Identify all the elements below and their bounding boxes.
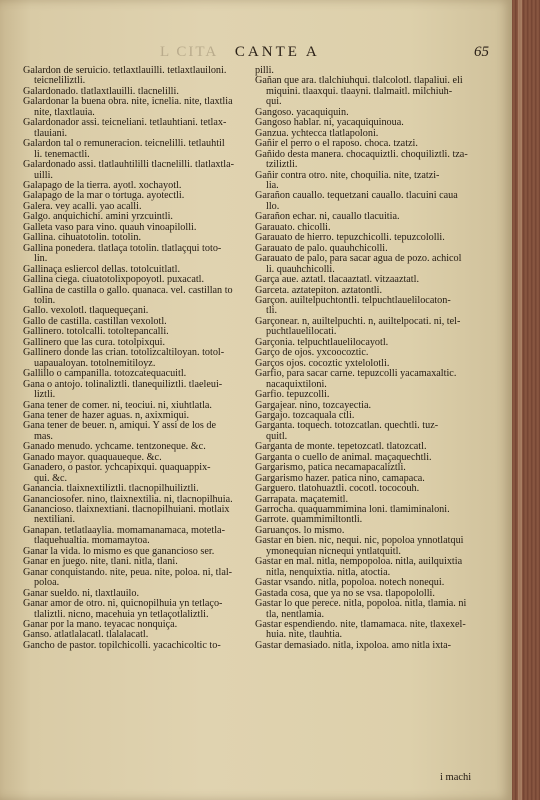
- dictionary-entry: Gastar vsando. nitla, popoloa. notech nonequi.: [255, 577, 445, 589]
- catchword: i machi: [440, 772, 472, 783]
- dictionary-entry: Garauato de palo. quauhchicolli.: [255, 242, 388, 254]
- dictionary-entry: Ganar en juego. nite, tlani. nitla, tlani.: [23, 556, 178, 568]
- dictionary-entry: Gargajo. tozcaquala ctli.: [255, 409, 355, 421]
- dictionary-entry: Galleta vaso para vino. quauh vinoapilolli.: [23, 221, 197, 233]
- dictionary-entry: Garganta de monte. tepetozcatl. tlatozcatl.: [255, 441, 427, 453]
- dictionary-entry: Gallinero que las cura. totolpixqui.: [23, 336, 166, 348]
- dictionary-entry: Galardonado. tlatlaxtlauilli. tlacnelilli.: [23, 85, 179, 97]
- dictionary-entry: Gangoso hablar. ni, yacaquiquinoua.: [255, 117, 404, 129]
- dictionary-entry: Galardonado assi. tlatlauhtililli tlacnelilli. tlatlaxtla- uilli.: [23, 159, 235, 181]
- dictionary-entry: Garceta. aztatepiton. aztatontli.: [255, 284, 382, 296]
- dictionary-entry: Galera. vey acalli. yao acalli.: [23, 200, 142, 212]
- dictionary-entry: Gallina ciega. ciuatotolixpopoyotl. puxacatl.: [23, 274, 205, 286]
- dictionary-entry: Gana tener de hazer aguas. n, axixmiqui.: [23, 409, 190, 421]
- page-number: 65: [474, 44, 489, 60]
- header-title: CANTE A: [234, 44, 320, 60]
- dictionary-entry: Garçon. auiltelpuchtontli. telpuchtlauelilocaton- tli.: [255, 294, 451, 317]
- dictionary-entry: Garuanços. lo mismo.: [255, 524, 345, 536]
- dictionary-entry: Gana tener de comer. ni, teociui. ni, xiuhtlatla.: [23, 399, 212, 411]
- dictionary-entry: Ganancia. tlaixnextiliztli. tlacnopilhuiliztli.: [23, 483, 199, 495]
- dictionary-entry: Garços ojos. cocoztic yxtelolotli.: [255, 357, 390, 369]
- dictionary-entry: Garañon cauallo. tequetzani cauallo. tlacuini caua llo.: [255, 190, 458, 212]
- dictionary-entry: Gastar lo que perece. nitla, popoloa. nitla, tlamia. ni tla, nentlamia.: [255, 598, 467, 620]
- dictionary-entry: Garganta o cuello de animal. maçaquechtli.: [255, 451, 432, 463]
- dictionary-entry: Gallo de castilla. castillan vexolotl.: [23, 315, 167, 327]
- dictionary-entry: Garauato de hierro. tepuzchicolli. tepuzcololli.: [255, 232, 445, 244]
- dictionary-entry: Gallina. cihuatotolin. totolin.: [23, 232, 141, 244]
- dictionary-entry: Gastar demasiado. nitla, ixpoloa. amo nitla ixta-: [255, 639, 452, 651]
- dictionary-entry: Ganar la vida. lo mismo es que ganancioso ser.: [23, 545, 215, 557]
- dictionary-entry: Gancho de pastor. topilchicolli. yacachicoltic to-: [23, 639, 221, 651]
- dictionary-entry: Garço de ojos. yxcoocoztic.: [255, 347, 369, 359]
- dictionary-entry: Garganta. toquech. totozcatlan. quechtli. tuz- quitl.: [255, 420, 439, 442]
- left-column: [23, 66, 248, 651]
- dictionary-entry: Gastada cosa, que ya no se vsa. tlapopololli.: [255, 587, 435, 599]
- dictionary-entry: Galapago de la mar o tortuga. ayotectli.: [23, 190, 185, 202]
- dictionary-entry: Galardonar la buena obra. nite, icnelia. nite, tlaxtlia nite, tlaxtlauia.: [23, 96, 233, 118]
- dictionary-entry: Ganar amor de otro. ni, quicnopilhuia yn tetlaço- tlaliztli. nicno, macehuia yn tetlaçotlaliztli.: [23, 598, 223, 620]
- dictionary-entry: Gastar espendiendo. nite, tlamamaca. nite, tlaxexel- huia. nite, tlauhtia.: [255, 619, 466, 641]
- dictionary-entry: Gargarismo hazer. patica nino, camapaca.: [255, 472, 425, 484]
- dictionary-entry: Garauato de palo, para sacar agua de pozo. achicol li. quauhchicolli.: [255, 253, 462, 275]
- dictionary-entry: Garguero. tlatohuaztli. cocotl. tococouh.: [255, 483, 420, 495]
- dictionary-entry: Garfio, para sacar carne. tepuzcolli yacamaxaltic. nacaquixtiloni.: [255, 368, 457, 390]
- dictionary-entry: Gañir el perro o el raposo. choca. tzatzi.: [255, 138, 418, 150]
- book-page-edge: [512, 0, 540, 800]
- dictionary-entry: Ganar por la mano. teyacac nonquiça.: [23, 619, 178, 631]
- dictionary-entry: Gastar en bien. nic, nequi. nic, popoloa ynnotlatqui ymonequian nicnequi yntlatquitl.: [255, 535, 464, 557]
- dictionary-entry: Gañan que ara. tlalchiuhqui. tlalcolotl. tlapaliui. eli miquini. tlaaxqui. tlaayni. tlalmaitl. milchiuh- qui.: [255, 75, 463, 108]
- dictionary-entry: pilli.: [255, 65, 274, 76]
- dictionary-entry: Gargarismo, patica necamapacaliztli.: [255, 462, 406, 474]
- dictionary-entry: Gañido desta manera. chocaquiztli. choquiliztli. tza- tziliztli.: [255, 148, 468, 171]
- dictionary-entry: Gallinero donde las crian. totolizcaltiloyan. totol- uapaualoyan. totolnemitiloyz.: [23, 347, 225, 369]
- dictionary-entry: Gallillo o campanilla. totozcatequacuitl.: [23, 368, 187, 380]
- dictionary-entry: Ganzua. ychtecca tlatlapoloni.: [255, 127, 379, 139]
- running-header: [160, 44, 460, 66]
- header-faint-text: L CITA: [160, 44, 219, 60]
- dictionary-entry: Galardon de seruicio. tetlaxtlauilli. tetlaxtlauiloni. teicneliliztli.: [23, 65, 227, 87]
- dictionary-entry: Ganadero, o pastor. ychcapixqui. quaquappix- qui. &c.: [23, 462, 211, 484]
- dictionary-entry: Garrote. quammimiltontli.: [255, 514, 363, 526]
- dictionary-entry: Ganar conquistando. nite, peua. nite, poloa. ni, tlal- poloa.: [23, 566, 233, 589]
- dictionary-entry: Gana tener de beuer. n, amiqui. Y assi de los de mas.: [23, 420, 217, 442]
- dictionary-entry: Ganancioso. tlaixnextiani. tlacnopilhuiani. motlaix nextiliani.: [23, 504, 230, 526]
- dictionary-entry: Gargajear. nino, tozcayectia.: [255, 399, 372, 411]
- dictionary-entry: Galardonador assi. teicneliani. tetlauhtiani. tetlax- tlauiani.: [23, 117, 227, 139]
- right-column: [255, 66, 503, 651]
- dictionary-entry: Galapago de la tierra. ayotl. xochayotl.: [23, 179, 182, 191]
- dictionary-entry: Garrocha. quaquammimina loni. tlamiminaloni.: [255, 504, 450, 516]
- dictionary-entry: Garçonear. n, auiltelpuchti. n, auiltelpocati. ni, tel- puchtlauelilocati.: [255, 315, 461, 338]
- dictionary-entry: Garfio. tepuzcolli.: [255, 389, 330, 401]
- dictionary-entry: Garça aue. aztatl. tlacaaztatl. vitzaaztatl.: [255, 274, 420, 286]
- dictionary-entry: Gallo. vexolotl. tlaquequeçani.: [23, 305, 149, 317]
- dictionary-entry: Ganado mayor. quaquaueque. &c.: [23, 451, 162, 463]
- dictionary-entry: Garçonia. telpuchtlauelilocayotl.: [255, 336, 389, 348]
- dictionary-entry: Garrapata. maçatemitl.: [255, 493, 349, 505]
- dictionary-entry: Gallinero. totolcalli. totoltepancalli.: [23, 326, 169, 338]
- dictionary-entry: Gañir contra otro. nite, choquilia. nite, tzatzi- lia.: [255, 169, 440, 191]
- dictionary-entry: Gallina de castilla o gallo. quanaca. vel. castillan to tolin.: [23, 284, 233, 306]
- dictionary-entry: Gangoso. yacaquiquin.: [255, 106, 349, 118]
- dictionary-entry: Garañon echar. ni, cauallo tlacuitia.: [255, 211, 400, 223]
- dictionary-entry: Galardon tal o remuneracion. teicnelilli. tetlauhtil li. tenemactli.: [23, 138, 225, 160]
- dictionary-entry: Gana o antojo. tolinaliztli. tlanequiliztli. tlaeleui- liztli.: [23, 378, 223, 401]
- dictionary-entry: Gastar en mal. nitla, nempopoloa. nitla, auilquixtia nitla, nenquixtia. nitla, atoctia.: [255, 556, 463, 578]
- dictionary-entry: Ganado menudo. ychcame. tentzoneque. &c.: [23, 441, 206, 453]
- dictionary-entry: Galgo. anquichichi. amini yrzcuintli.: [23, 211, 173, 223]
- dictionary-entry: Garauato. chicolli.: [255, 221, 331, 233]
- dictionary-entry: Ganapan. tetlatlaaylia. momamanamaca, motetla- tlaquehualtia. momamaytoa.: [23, 524, 225, 547]
- dictionary-entry: Ganso. atlatlalacatl. tlalalacatl.: [23, 629, 149, 641]
- dictionary-entry: Gallina ponedera. tlatlaça totolin. tlatlaçqui toto- lin.: [23, 242, 222, 265]
- dictionary-entry: Gananciosofer. nino, tlaixnextilia. ni, tlacnopilhuia.: [23, 493, 233, 505]
- dictionary-entry: Gallinaça esliercol dellas. totolcuitlatl.: [23, 263, 181, 275]
- dictionary-entry: Ganar sueldo. ni, tlaxtlauilo.: [23, 587, 139, 599]
